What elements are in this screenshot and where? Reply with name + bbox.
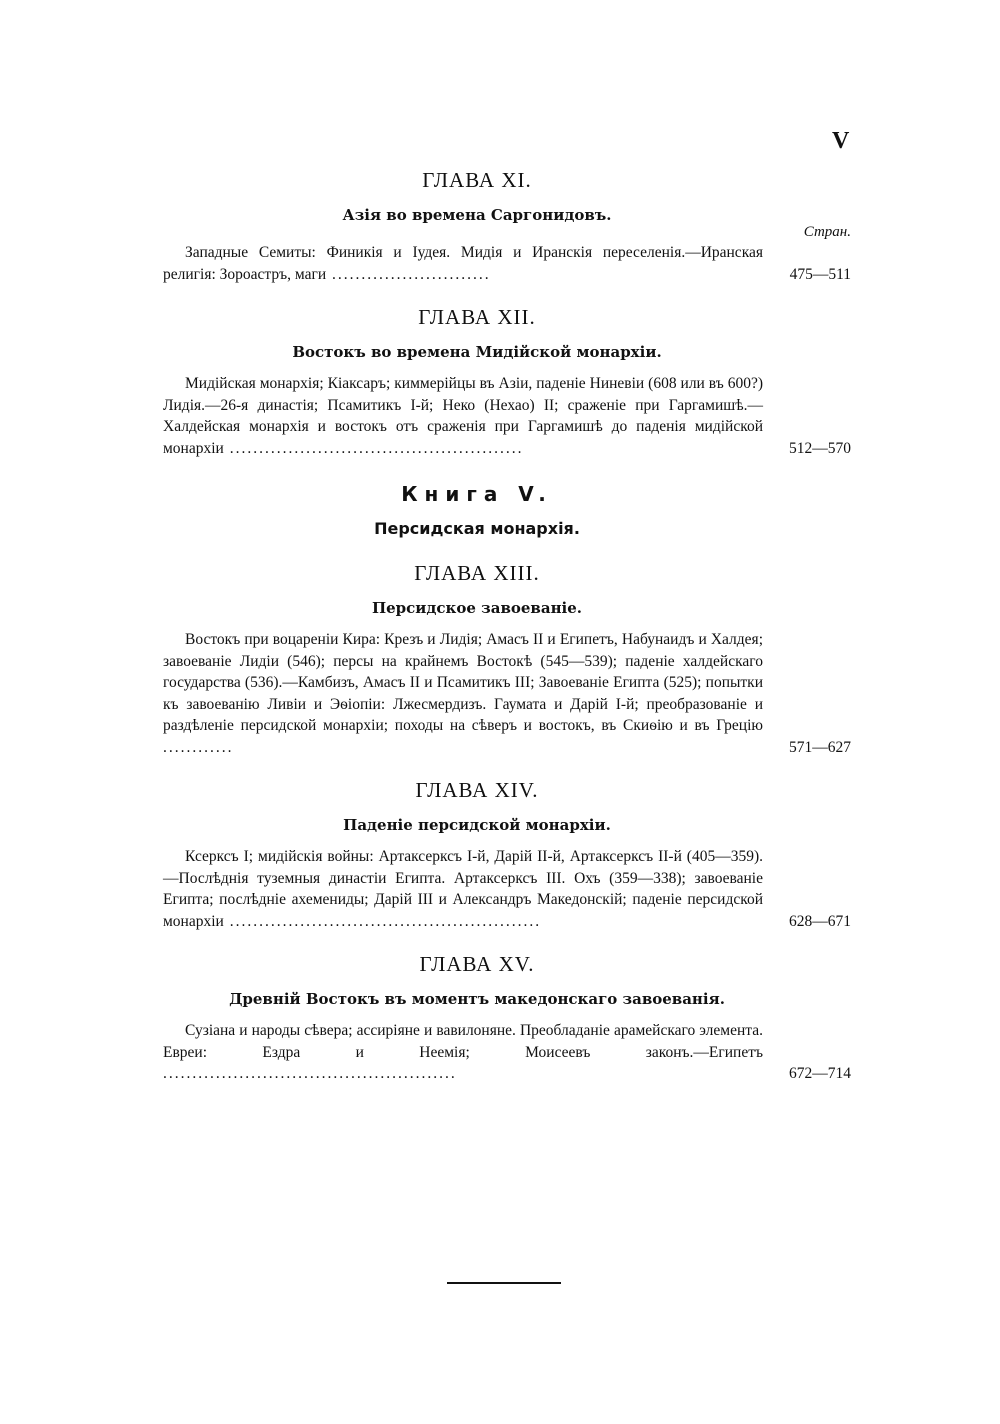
chapter-xii bbox=[163, 297, 851, 459]
page-range: 628—671 bbox=[789, 912, 851, 930]
chapter-subtitle: Персидское завоеваніе. bbox=[371, 599, 583, 617]
page-number: V bbox=[832, 128, 850, 154]
chapter-title: ГЛАВА XIV. bbox=[415, 778, 539, 802]
dot-leader: ........................... bbox=[326, 265, 491, 283]
chapter-xi bbox=[163, 160, 851, 285]
entry-text: Сузіана и народы сѣвера; ассиріяне и вавилоняне. Преобладаніе арамейскаго элемента. Евреи: Ездра и Неемія; Моисеевъ законъ.—Египетъ bbox=[163, 1022, 763, 1061]
page-range: 672—714 bbox=[789, 1065, 851, 1082]
dot-leader: .................................................. bbox=[223, 439, 524, 457]
chapter-title: ГЛАВА XII. bbox=[418, 305, 536, 329]
entry-text: Западные Семиты: Финикія и Іудея. Мидія и Иранскія переселенія.—Иранская религія: Зороастръ, маги bbox=[163, 244, 763, 283]
pages-column-label: Стран. bbox=[803, 224, 851, 240]
toc-entry bbox=[163, 629, 851, 758]
toc-entry bbox=[163, 1020, 851, 1085]
page-range: 512—570 bbox=[789, 439, 851, 457]
dot-leader: ............ bbox=[163, 738, 234, 756]
chapter-title: ГЛАВА XIII. bbox=[414, 561, 540, 585]
chapter-title: ГЛАВА XV. bbox=[419, 952, 535, 976]
dot-leader: .................................................. bbox=[163, 1065, 457, 1082]
dot-leader: ..................................................... bbox=[223, 912, 542, 930]
book-title: Книга V. bbox=[401, 482, 553, 506]
chapter-subtitle: Паденіе персидской монархіи. bbox=[343, 816, 611, 834]
chapter-subtitle: Древній Востокъ въ моментъ македонскаго завоеванія. bbox=[229, 990, 725, 1008]
book-subtitle: Персидская монархія. bbox=[374, 519, 580, 538]
book-v bbox=[163, 477, 851, 541]
chapter-xiv bbox=[163, 770, 851, 932]
chapter-xiii bbox=[163, 553, 851, 758]
toc-entry bbox=[163, 846, 851, 932]
page-range: 571—627 bbox=[789, 738, 851, 756]
chapter-xv bbox=[163, 944, 851, 1085]
page-range: 475—511 bbox=[789, 265, 851, 283]
chapter-subtitle: Азія во времена Саргонидовъ. bbox=[342, 206, 612, 224]
entry-text: Мидійская монархія; Кіаксаръ; киммерійцы въ Азіи, паденіе Ниневіи (608 или въ 600?) Лидія.—26-я династія; Псамитикъ І-й; Неко (Нехао) II; сраженіе при Гаргамишѣ.—Халдейская монархія и востокъ отъ сраженія при Гаргамишѣ до паденія мидійской монархіи bbox=[163, 375, 763, 457]
entry-text: Востокъ при воцареніи Кира: Крезъ и Лидія; Амасъ II и Египетъ, Набунаидъ и Халдея; завоеваніе Лидіи (546); персы на крайнемъ Востокѣ (545—539); паденіе халдейскаго государства (536).—Камбизъ, Амасъ II и Псамитикъ III; Завоеваніе Египта (525); попытки къ завоеванію Ливіи и Эѳіопіи: Лжесмердизъ. Гаумата и Дарій І-й; преобразованіе и раздѣленіе персидской монархіи; походы на сѣверъ и востокъ, въ Скиѳію и въ Грецію bbox=[163, 631, 763, 734]
entry-text: Ксерксъ I; мидійскія войны: Артаксерксъ І-й, Дарій II-й, Артаксерксъ II-й (405—359).—Послѣднія туземныя династіи Египта. Артаксерксъ III. Охъ (359—338); завоеваніе Египта; послѣдніе ахемениды; Дарій III и Александръ Македонскій; паденіе персидской монархіи bbox=[163, 848, 763, 930]
toc-entry bbox=[163, 242, 851, 285]
table-of-contents bbox=[163, 160, 851, 1097]
toc-entry bbox=[163, 373, 851, 459]
chapter-title: ГЛАВА XI. bbox=[422, 168, 532, 192]
chapter-subtitle: Востокъ во времена Мидійской монархіи. bbox=[292, 343, 662, 361]
closing-rule bbox=[447, 1282, 561, 1284]
